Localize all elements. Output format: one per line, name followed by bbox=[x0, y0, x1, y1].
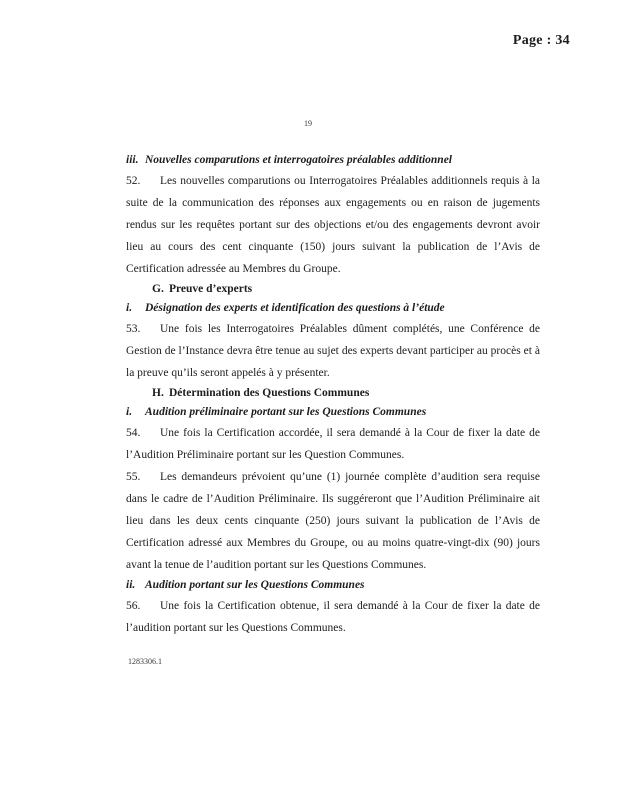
paragraph-53 bbox=[126, 318, 540, 384]
document-body bbox=[126, 151, 540, 639]
paragraph-55 bbox=[126, 466, 540, 576]
paragraph-56 bbox=[126, 595, 540, 639]
paragraph-text: Les nouvelles comparutions ou Interrogatoires Préalables additionnels requis à la suite de la communication des réponses aux engagements ou en raison de jugements rendus sur les requêtes portant sur des objections et/ou des engagements devront avoir lieu au cours des cent cinquante (150) jours suivant la publication de l’Avis de Certification adressée au Membres du Groupe. bbox=[126, 175, 540, 275]
paragraph-text: Une fois la Certification obtenue, il sera demandé à la Cour de fixer la date de l’audition portant sur les Questions Communes. bbox=[126, 600, 540, 634]
section-number: H. bbox=[152, 387, 164, 399]
subsection-number: iii. bbox=[126, 154, 139, 166]
paragraph-number: 56. bbox=[126, 600, 141, 612]
subsection-title: Audition préliminaire portant sur les Questions Communes bbox=[145, 406, 427, 418]
paragraph-number: 55. bbox=[126, 471, 141, 483]
paragraph-52 bbox=[126, 170, 540, 280]
paragraph-text: Une fois la Certification accordée, il sera demandé à la Cour de fixer la date de l’Audition Préliminaire portant sur les Question Communes. bbox=[126, 427, 540, 461]
subsection-title: Nouvelles comparutions et interrogatoires préalables additionnel bbox=[145, 154, 452, 166]
subsection-number: i. bbox=[126, 302, 133, 314]
subsection-title: Désignation des experts et identification des questions à l’étude bbox=[145, 302, 445, 314]
header-page-label: Page : 34 bbox=[512, 33, 570, 48]
subsection-title: Audition portant sur les Questions Communes bbox=[145, 579, 365, 591]
subsection-heading-i-audition-preliminaire bbox=[126, 403, 540, 422]
paragraph-54 bbox=[126, 422, 540, 466]
paragraph-text: Les demandeurs prévoient qu’une (1) journée complète d’audition sera requise dans le cadre de l’Audition Préliminaire. Ils suggéreront que l’Audition Préliminaire ait lieu dans les deux cents cinquante (250) jours suivant la publication de l’Avis de Certification adressé aux Membres du Groupe, ou au moins quatre-vingt-dix (90) jours avant la tenue de l’audition portant sur les Questions Communes. bbox=[126, 471, 540, 571]
section-heading-h bbox=[126, 384, 540, 403]
paragraph-number: 53. bbox=[126, 323, 141, 335]
paragraph-number: 54. bbox=[126, 427, 141, 439]
subsection-number: i. bbox=[126, 406, 133, 418]
section-title: Preuve d’experts bbox=[169, 283, 253, 295]
document-inner-page-number: 19 bbox=[304, 119, 312, 128]
section-number: G. bbox=[152, 283, 164, 295]
subsection-heading-i-experts bbox=[126, 299, 540, 318]
paragraph-text: Une fois les Interrogatoires Préalables dûment complétés, une Conférence de Gestion de l’Instance devra être tenue au sujet des experts devant participer au procès et à la preuve qu’ils seront appelés à y présenter. bbox=[126, 323, 540, 379]
section-heading-g bbox=[126, 280, 540, 299]
footer-docket-number: 1283306.1 bbox=[128, 657, 162, 666]
paragraph-number: 52. bbox=[126, 175, 141, 187]
subsection-number: ii. bbox=[126, 579, 136, 591]
subsection-heading-iii bbox=[126, 151, 540, 170]
section-title: Détermination des Questions Communes bbox=[169, 387, 370, 399]
subsection-heading-ii-audition bbox=[126, 576, 540, 595]
